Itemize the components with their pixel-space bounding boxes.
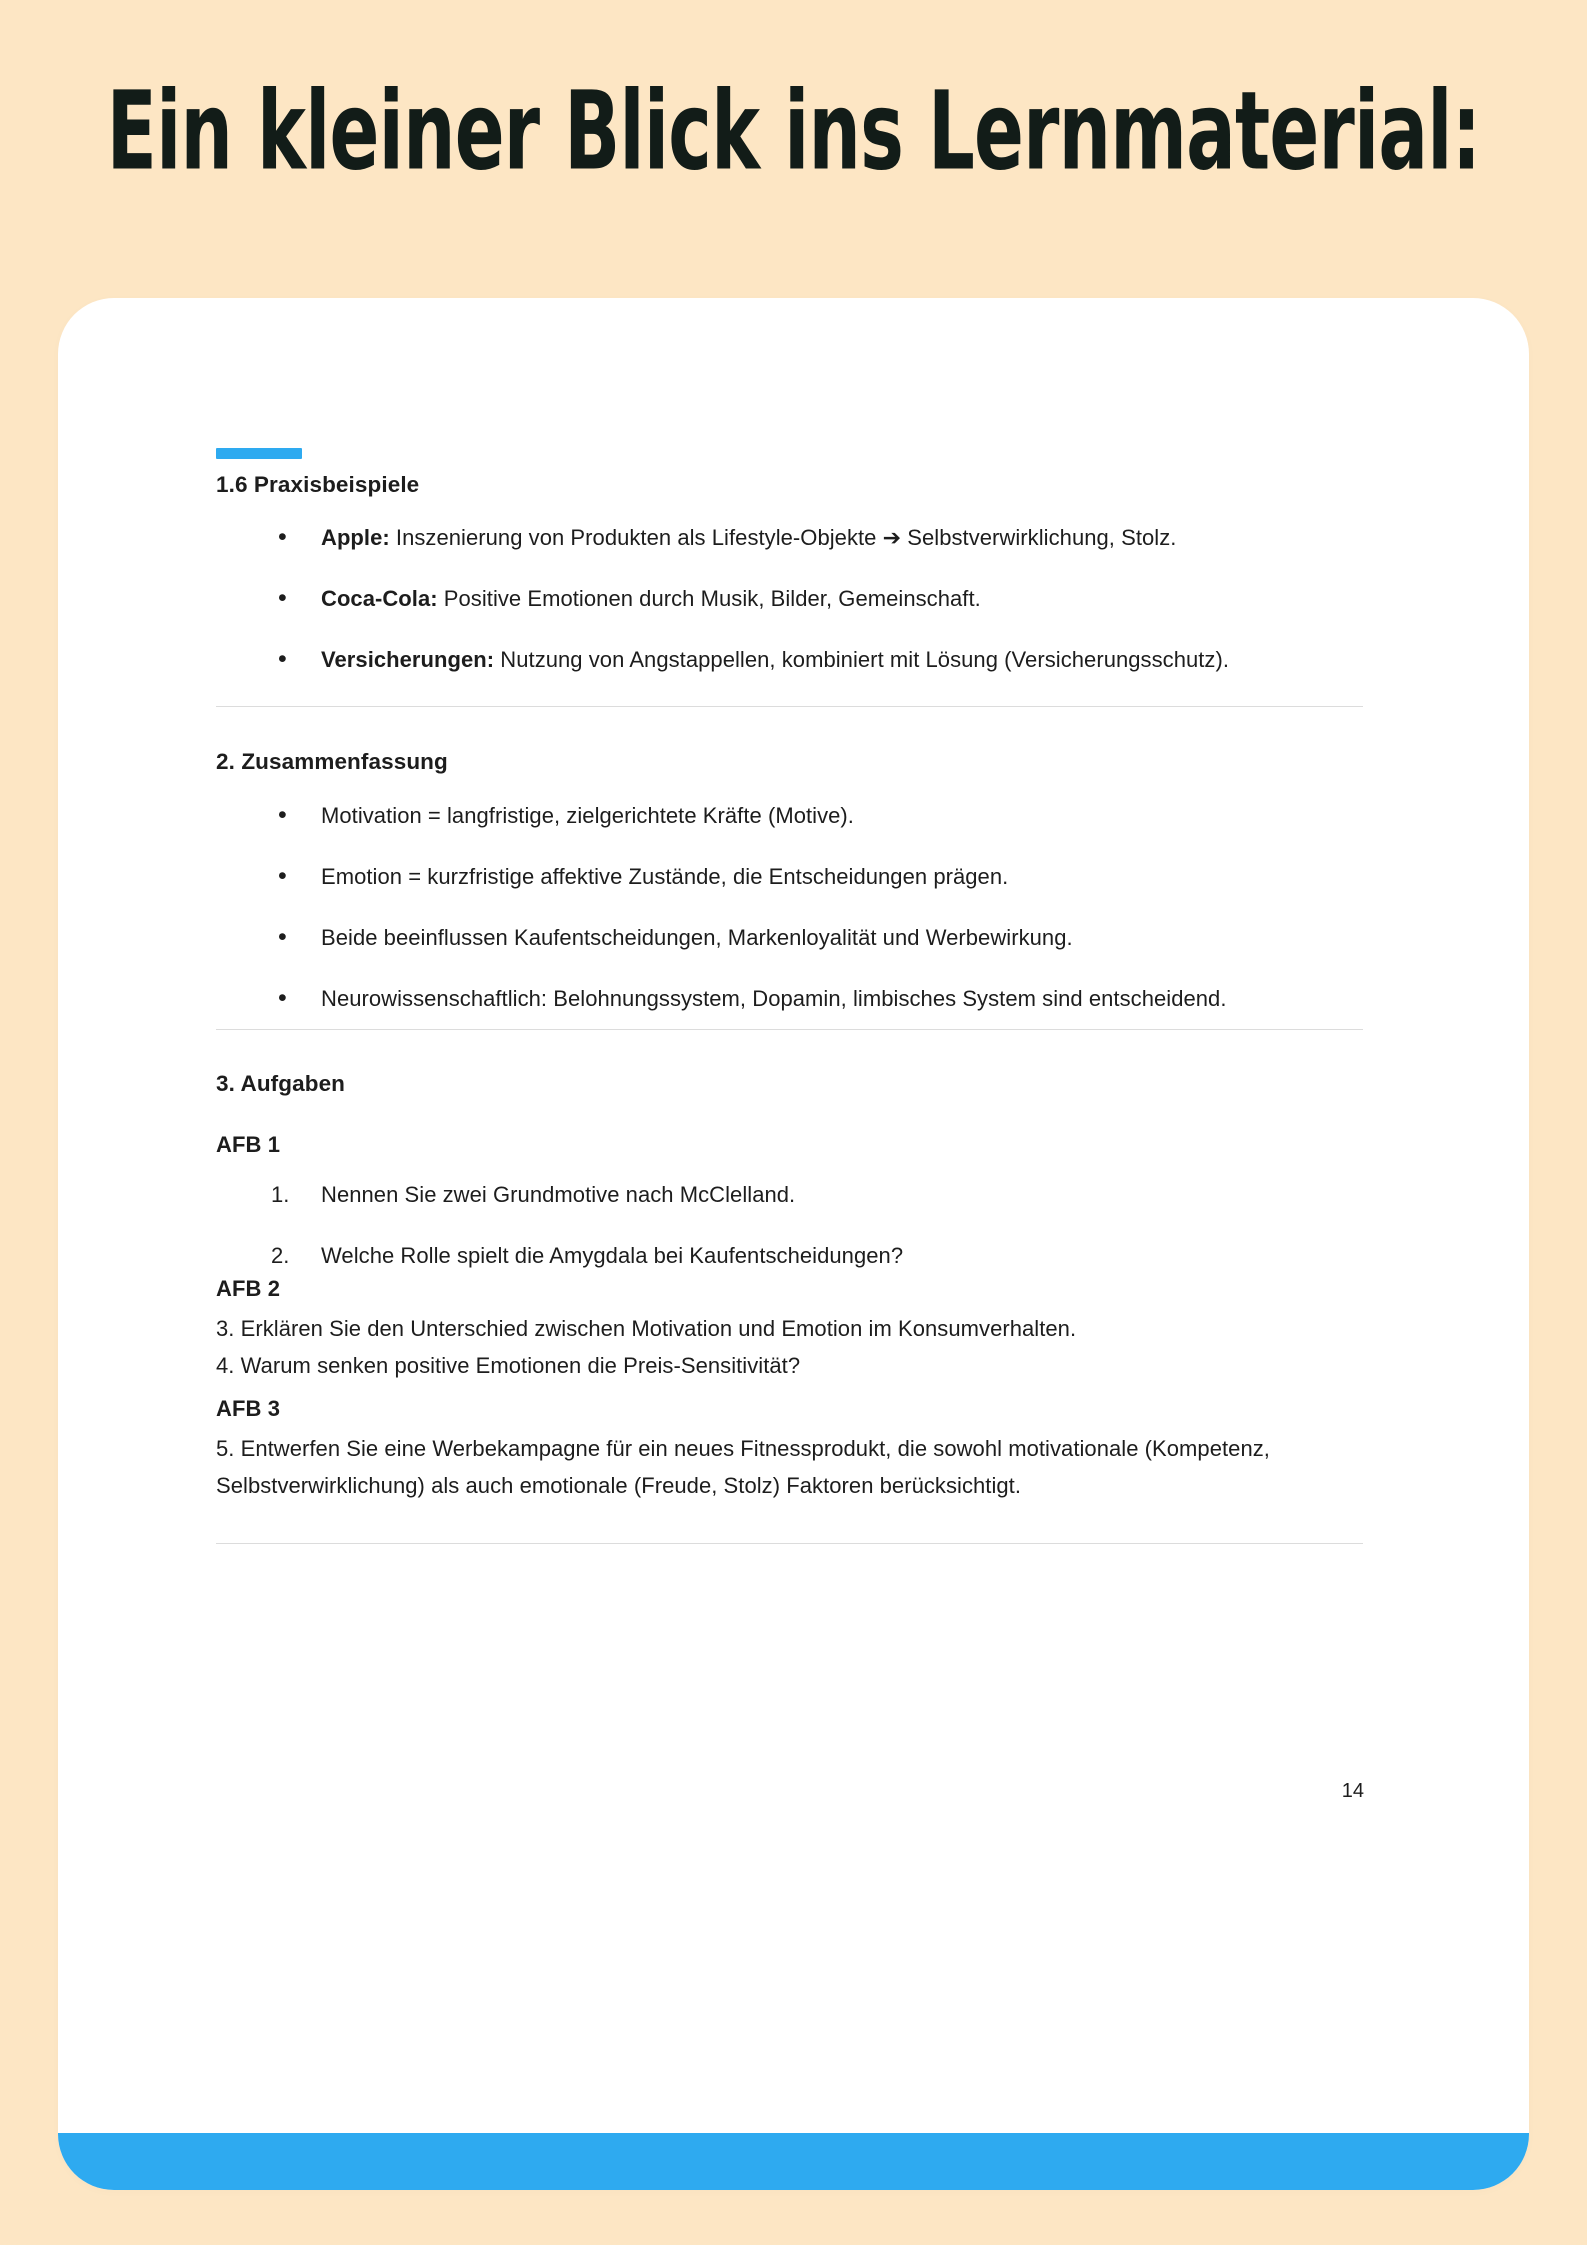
footer-accent-bar: [58, 2133, 1529, 2190]
section-divider: [216, 1029, 1363, 1030]
subheading-afb2: AFB 2: [216, 1276, 281, 1301]
section-divider: [216, 706, 1363, 707]
list-item-text: Neurowissenschaftlich: Belohnungssystem, Dopamin, limbisches System sind entscheidend.: [321, 986, 1227, 1011]
afb2-question-lines: [216, 1310, 1364, 1384]
card-content-column: [216, 298, 1364, 2190]
list-item-text: Emotion = kurzfristige affektive Zustände, die Entscheidungen prägen.: [321, 864, 1009, 889]
list-item-text: Welche Rolle spielt die Amygdala bei Kaufentscheidungen?: [321, 1243, 904, 1268]
afb1-question-list: [216, 1177, 1364, 1299]
list-item-text: Motivation = langfristige, zielgerichtete Kräfte (Motive).: [321, 803, 854, 828]
list-item-text: Positive Emotionen durch Musik, Bilder, Gemeinschaft.: [437, 586, 981, 611]
list-item-text: Nennen Sie zwei Grundmotive nach McClelland.: [321, 1182, 796, 1207]
list-item: [216, 520, 1364, 556]
list-item: [216, 581, 1364, 617]
section-divider: [216, 1543, 1363, 1544]
list-item: [216, 642, 1364, 678]
list-item-text: Nutzung von Angstappellen, kombiniert mit Lösung (Versicherungsschutz).: [494, 647, 1230, 672]
list-item-lead: Versicherungen:: [321, 647, 495, 672]
question-line: 5. Entwerfen Sie eine Werbekampagne für ein neues Fitnessprodukt, die sowohl motivationale (Kompetenz, Selbstverwirklichung) als auch emotionale (Freude, Stolz) Faktoren berücksichtigt.: [216, 1436, 1270, 1498]
list-item-lead: Apple:: [321, 525, 390, 550]
question-line: 4. Warum senken positive Emotionen die Preis-Sensitivität?: [216, 1353, 801, 1378]
list-item: [216, 981, 1364, 1017]
accent-bar: [216, 448, 302, 459]
subheading-afb1: AFB 1: [216, 1132, 281, 1157]
list-item-lead: Coca-Cola:: [321, 586, 438, 611]
list-item-text: Beide beeinflussen Kaufentscheidungen, Markenloyalität und Werbewirkung.: [321, 925, 1073, 950]
afb3-question-lines: [216, 1430, 1364, 1504]
section-heading-praxisbeispiele: 1.6 Praxisbeispiele: [216, 472, 420, 497]
lesson-page-card: [58, 298, 1529, 2190]
zusammenfassung-list: [216, 798, 1364, 1042]
section-heading-aufgaben: 3. Aufgaben: [216, 1071, 346, 1096]
praxisbeispiele-list: [216, 520, 1364, 703]
list-item: [216, 1177, 1364, 1213]
page-title: Ein kleiner Blick ins Lernmaterial:: [106, 68, 1481, 195]
section-heading-zusammenfassung: 2. Zusammenfassung: [216, 749, 448, 774]
page-number: 14: [1341, 1780, 1364, 1802]
list-item-text: Inszenierung von Produkten als Lifestyle-Objekte ➔ Selbstverwirklichung, Stolz.: [389, 525, 1177, 550]
list-item: [216, 798, 1364, 834]
subheading-afb3: AFB 3: [216, 1396, 281, 1421]
list-item: [216, 859, 1364, 895]
list-item: [216, 920, 1364, 956]
question-line: 3. Erklären Sie den Unterschied zwischen Motivation und Emotion im Konsumverhalten.: [216, 1316, 1077, 1341]
list-item: [216, 1238, 1364, 1274]
